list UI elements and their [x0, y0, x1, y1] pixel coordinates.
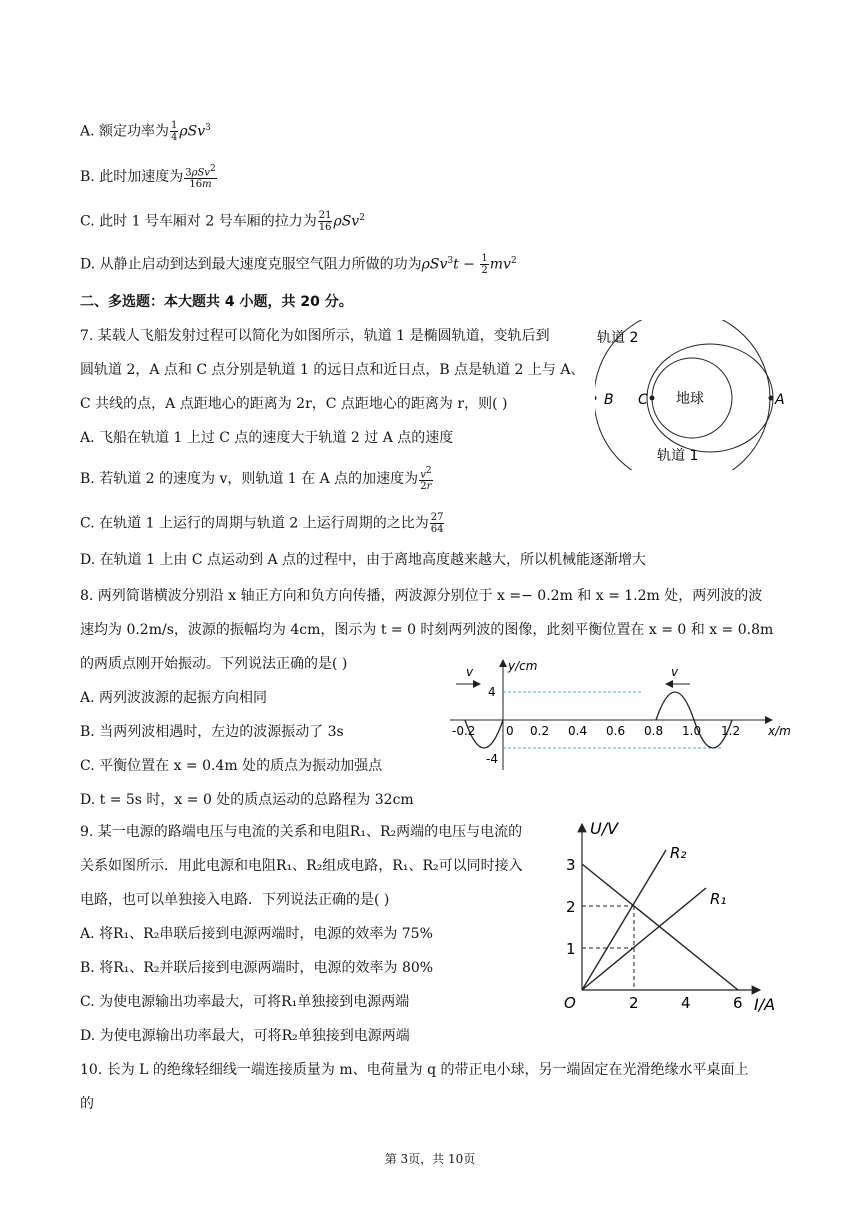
r2-label: R₂	[670, 844, 687, 862]
q8-stem-3: 的两质点刚开始振动。下列说法正确的是( )	[80, 656, 348, 672]
q8-option-a: A. 两列波波源的起振方向相同	[80, 690, 268, 706]
orbit-1-ellipse	[647, 344, 773, 452]
i-tick-2: 2	[629, 994, 639, 1012]
q9-stem-1: 9. 某一电源的路端电压与电流的关系和电阻R₁、R₂两端的电压与电流的	[80, 824, 523, 840]
point-a	[769, 396, 774, 401]
q6-option-a: A. 额定功率为 $\frac{1}{4}$ ρSv$^3$	[80, 120, 211, 144]
earth-label: 地球	[676, 391, 704, 407]
q9-stem-2: 关系如图所示．用此电源和电阻R₁、R₂组成电路，R₁、R₂可以同时接入	[80, 858, 523, 874]
x-tick-label: 1.0	[682, 724, 702, 738]
q7-option-c: C. 在轨道 1 上运行的周期与轨道 2 上运行周期的之比为 $\frac{27}{64}$	[80, 512, 444, 535]
u-tick-3: 3	[566, 856, 576, 874]
q6-option-c: C. 此时 1 号车厢对 2 号车厢的拉力为 $\frac{21}{16}$ ρSv$^2$	[80, 210, 365, 234]
x-tick-label: -0.2	[452, 724, 476, 738]
q9-stem-3: 电路，也可以单独接入电路．下列说法正确的是( )	[80, 892, 390, 908]
origin-label: O	[564, 994, 576, 1012]
q10-stem-2: 的	[80, 1096, 94, 1112]
x-axis-label: x/m	[768, 724, 791, 738]
orbit-1-label: 轨道 1	[657, 448, 699, 464]
page-footer: 第 3页，共 10页	[384, 1152, 476, 1166]
q7-stem-1: 7. 某载人飞船发射过程可以简化为如图所示，轨道 1 是椭圆轨道，变轨后到	[80, 328, 550, 344]
q8-option-c: C. 平衡位置在 x = 0.4m 处的质点为振动加强点	[80, 758, 383, 774]
left-velocity-label: v	[466, 665, 474, 679]
q8-option-b: B. 当两列波相遇时，左边的波源振动了 3s	[80, 724, 344, 740]
label-c: C	[638, 392, 648, 408]
i-tick-6: 6	[733, 994, 743, 1012]
u-tick-1: 1	[566, 940, 576, 958]
q9-option-b: B. 将R₁、R₂并联后接到电源两端时，电源的效率为 80%	[80, 960, 434, 976]
right-velocity-label: v	[671, 665, 679, 679]
wave-graph	[446, 656, 800, 772]
u-tick-2: 2	[566, 898, 576, 916]
y-tick-4: 4	[488, 685, 496, 699]
q7-option-d: D. 在轨道 1 上由 C 点运动到 A 点的过程中，由于离地高度越来越大，所以机械能逐渐增大	[80, 552, 647, 568]
section-heading: 二、多选题：本大题共 4 小题，共 20 分。	[80, 294, 353, 310]
q9-option-c: C. 为使电源输出功率最大，可将R₁单独接到电源两端	[80, 994, 410, 1010]
i-axis-label: I/A	[754, 995, 776, 1014]
i-tick-4: 4	[681, 994, 691, 1012]
q6-option-b: B. 此时加速度为 $\frac{3\rho Sv^2}{16m}$	[80, 164, 216, 191]
q6-option-d: D. 从静止启动到达到最大速度克服空气阻力所做的功为ρSv$^3$t − $\frac{1}{2}$ $mv^2$	[80, 253, 517, 277]
q8-stem-2: 速均为 0.2m/s，波源的振幅均为 4cm，图示为 t = 0 时刻两列波的图像，此刻平衡位置在 x = 0 和 x = 0.8m	[80, 622, 774, 638]
r1-label: R₁	[710, 890, 727, 908]
q9-option-a: A. 将R₁、R₂串联后接到电源两端时，电源的效率为 75%	[80, 926, 433, 942]
q8-stem-1: 8. 两列简谐横波分别沿 x 轴正方向和负方向传播，两波源分别位于 x =− 0.2m 和 x = 1.2m 处，两列波的波	[80, 588, 763, 604]
ui-graph	[560, 818, 790, 1018]
y-tick-neg4: -4	[486, 752, 498, 766]
q7-option-a: A. 飞船在轨道 1 上过 C 点的速度大于轨道 2 过 A 点的速度	[80, 430, 454, 446]
x-tick-label: 0.6	[606, 724, 626, 738]
point-b	[595, 396, 597, 401]
x-tick-label: 0.2	[530, 724, 550, 738]
orbit-diagram	[595, 320, 795, 470]
y-axis-label: y/cm	[508, 659, 538, 673]
r2-line	[582, 850, 666, 990]
q7-option-b: B. 若轨道 2 的速度为 v，则轨道 1 在 A 点的加速度为 $\frac{v^2}{2r}$	[80, 466, 432, 493]
x-tick-label: 0.4	[568, 724, 588, 738]
q9-option-d: D. 为使电源输出功率最大，可将R₂单独接到电源两端	[80, 1028, 410, 1044]
q8-option-d: D. t = 5s 时，x = 0 处的质点运动的总路程为 32cm	[80, 792, 414, 808]
x-tick-label: 0.8	[644, 724, 664, 738]
q7-stem-2: 圆轨道 2，A 点和 C 点分别是轨道 1 的远日点和近日点，B 点是轨道 2 上与 A、	[80, 362, 585, 378]
x-tick-label: 0	[506, 724, 514, 738]
u-axis-label: U/V	[590, 819, 619, 838]
q7-stem-3: C 共线的点，A 点距地心的距离为 2r，C 点距地心的距离为 r，则( )	[80, 396, 508, 412]
x-tick-label: 1.2	[721, 724, 741, 738]
point-c	[650, 396, 655, 401]
r1-line	[582, 888, 706, 990]
label-a: A	[775, 392, 785, 408]
label-b: B	[604, 392, 614, 408]
orbit-2-label: 轨道 2	[597, 330, 639, 346]
q10-stem-1: 10. 长为 L 的绝缘轻细线一端连接质量为 m、电荷量为 q 的带正电小球，另一端固定在光滑绝缘水平桌面上	[80, 1062, 749, 1078]
